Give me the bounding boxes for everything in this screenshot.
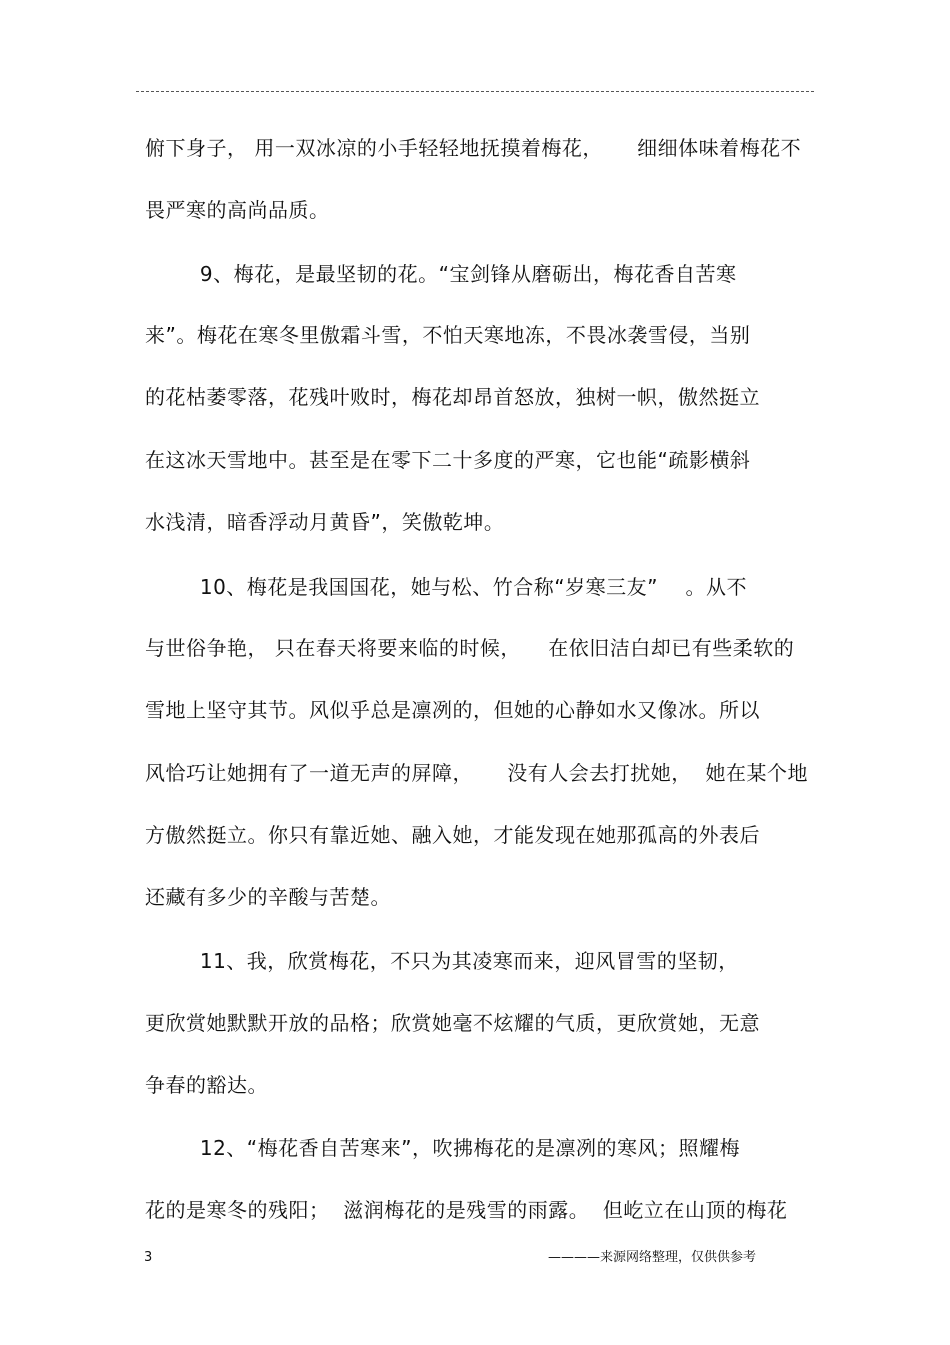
text-line: 10、梅花是我国国花，她与松、竹合称“岁寒三友” 。从不 xyxy=(145,575,747,599)
text-line: 俯下身子， 用一双冰凉的小手轻轻地抚摸着梅花， 细细体味着梅花不 xyxy=(145,136,802,160)
page-number: 3 xyxy=(144,1250,153,1265)
text-line: 11、我，欣赏梅花，不只为其凌寒而来，迎风冒雪的坚韧， xyxy=(145,949,739,973)
footer-source-note: ————来源网络整理，仅供供参考 xyxy=(548,1250,757,1265)
text-line: 畏严寒的高尚品质。 xyxy=(145,198,330,222)
text-line: 方傲然挺立。你只有靠近她、融入她，才能发现在她那孤高的外表后 xyxy=(145,823,760,847)
text-line: 花的是寒冬的残阳； 滋润梅花的是残雪的雨露。 但屹立在山顶的梅花 xyxy=(145,1198,788,1222)
text-line: 水浅清，暗香浮动月黄昏”，笑傲乾坤。 xyxy=(145,510,505,534)
text-line: 来”。梅花在寒冬里傲霜斗雪，不怕天寒地冻，不畏冰袭雪侵，当别 xyxy=(145,323,751,347)
text-line: 更欣赏她默默开放的品格；欣赏她毫不炫耀的气质，更欣赏她，无意 xyxy=(145,1011,760,1035)
text-line: 9、梅花，是最坚韧的花。“宝剑锋从磨砺出，梅花香自苦寒 xyxy=(145,262,737,286)
header-dashed-rule xyxy=(136,91,814,92)
text-line: 12、“梅花香自苦寒来”，吹拂梅花的是凛冽的寒风；照耀梅 xyxy=(145,1136,741,1160)
text-line: 风恰巧让她拥有了一道无声的屏障， 没有人会去打扰她， 她在某个地 xyxy=(145,761,809,785)
text-line: 与世俗争艳， 只在春天将要来临的时候， 在依旧洁白却已有些柔软的 xyxy=(145,636,795,660)
text-line: 争春的豁达。 xyxy=(145,1073,268,1097)
text-line: 雪地上坚守其节。风似乎总是凛冽的，但她的心静如水又像冰。所以 xyxy=(145,698,760,722)
text-line: 在这冰天雪地中。甚至是在零下二十多度的严寒，它也能“疏影横斜 xyxy=(145,448,751,472)
text-line: 还藏有多少的辛酸与苦楚。 xyxy=(145,885,391,909)
text-line: 的花枯萎零落，花残叶败时，梅花却昂首怒放，独树一帜，傲然挺立 xyxy=(145,385,760,409)
